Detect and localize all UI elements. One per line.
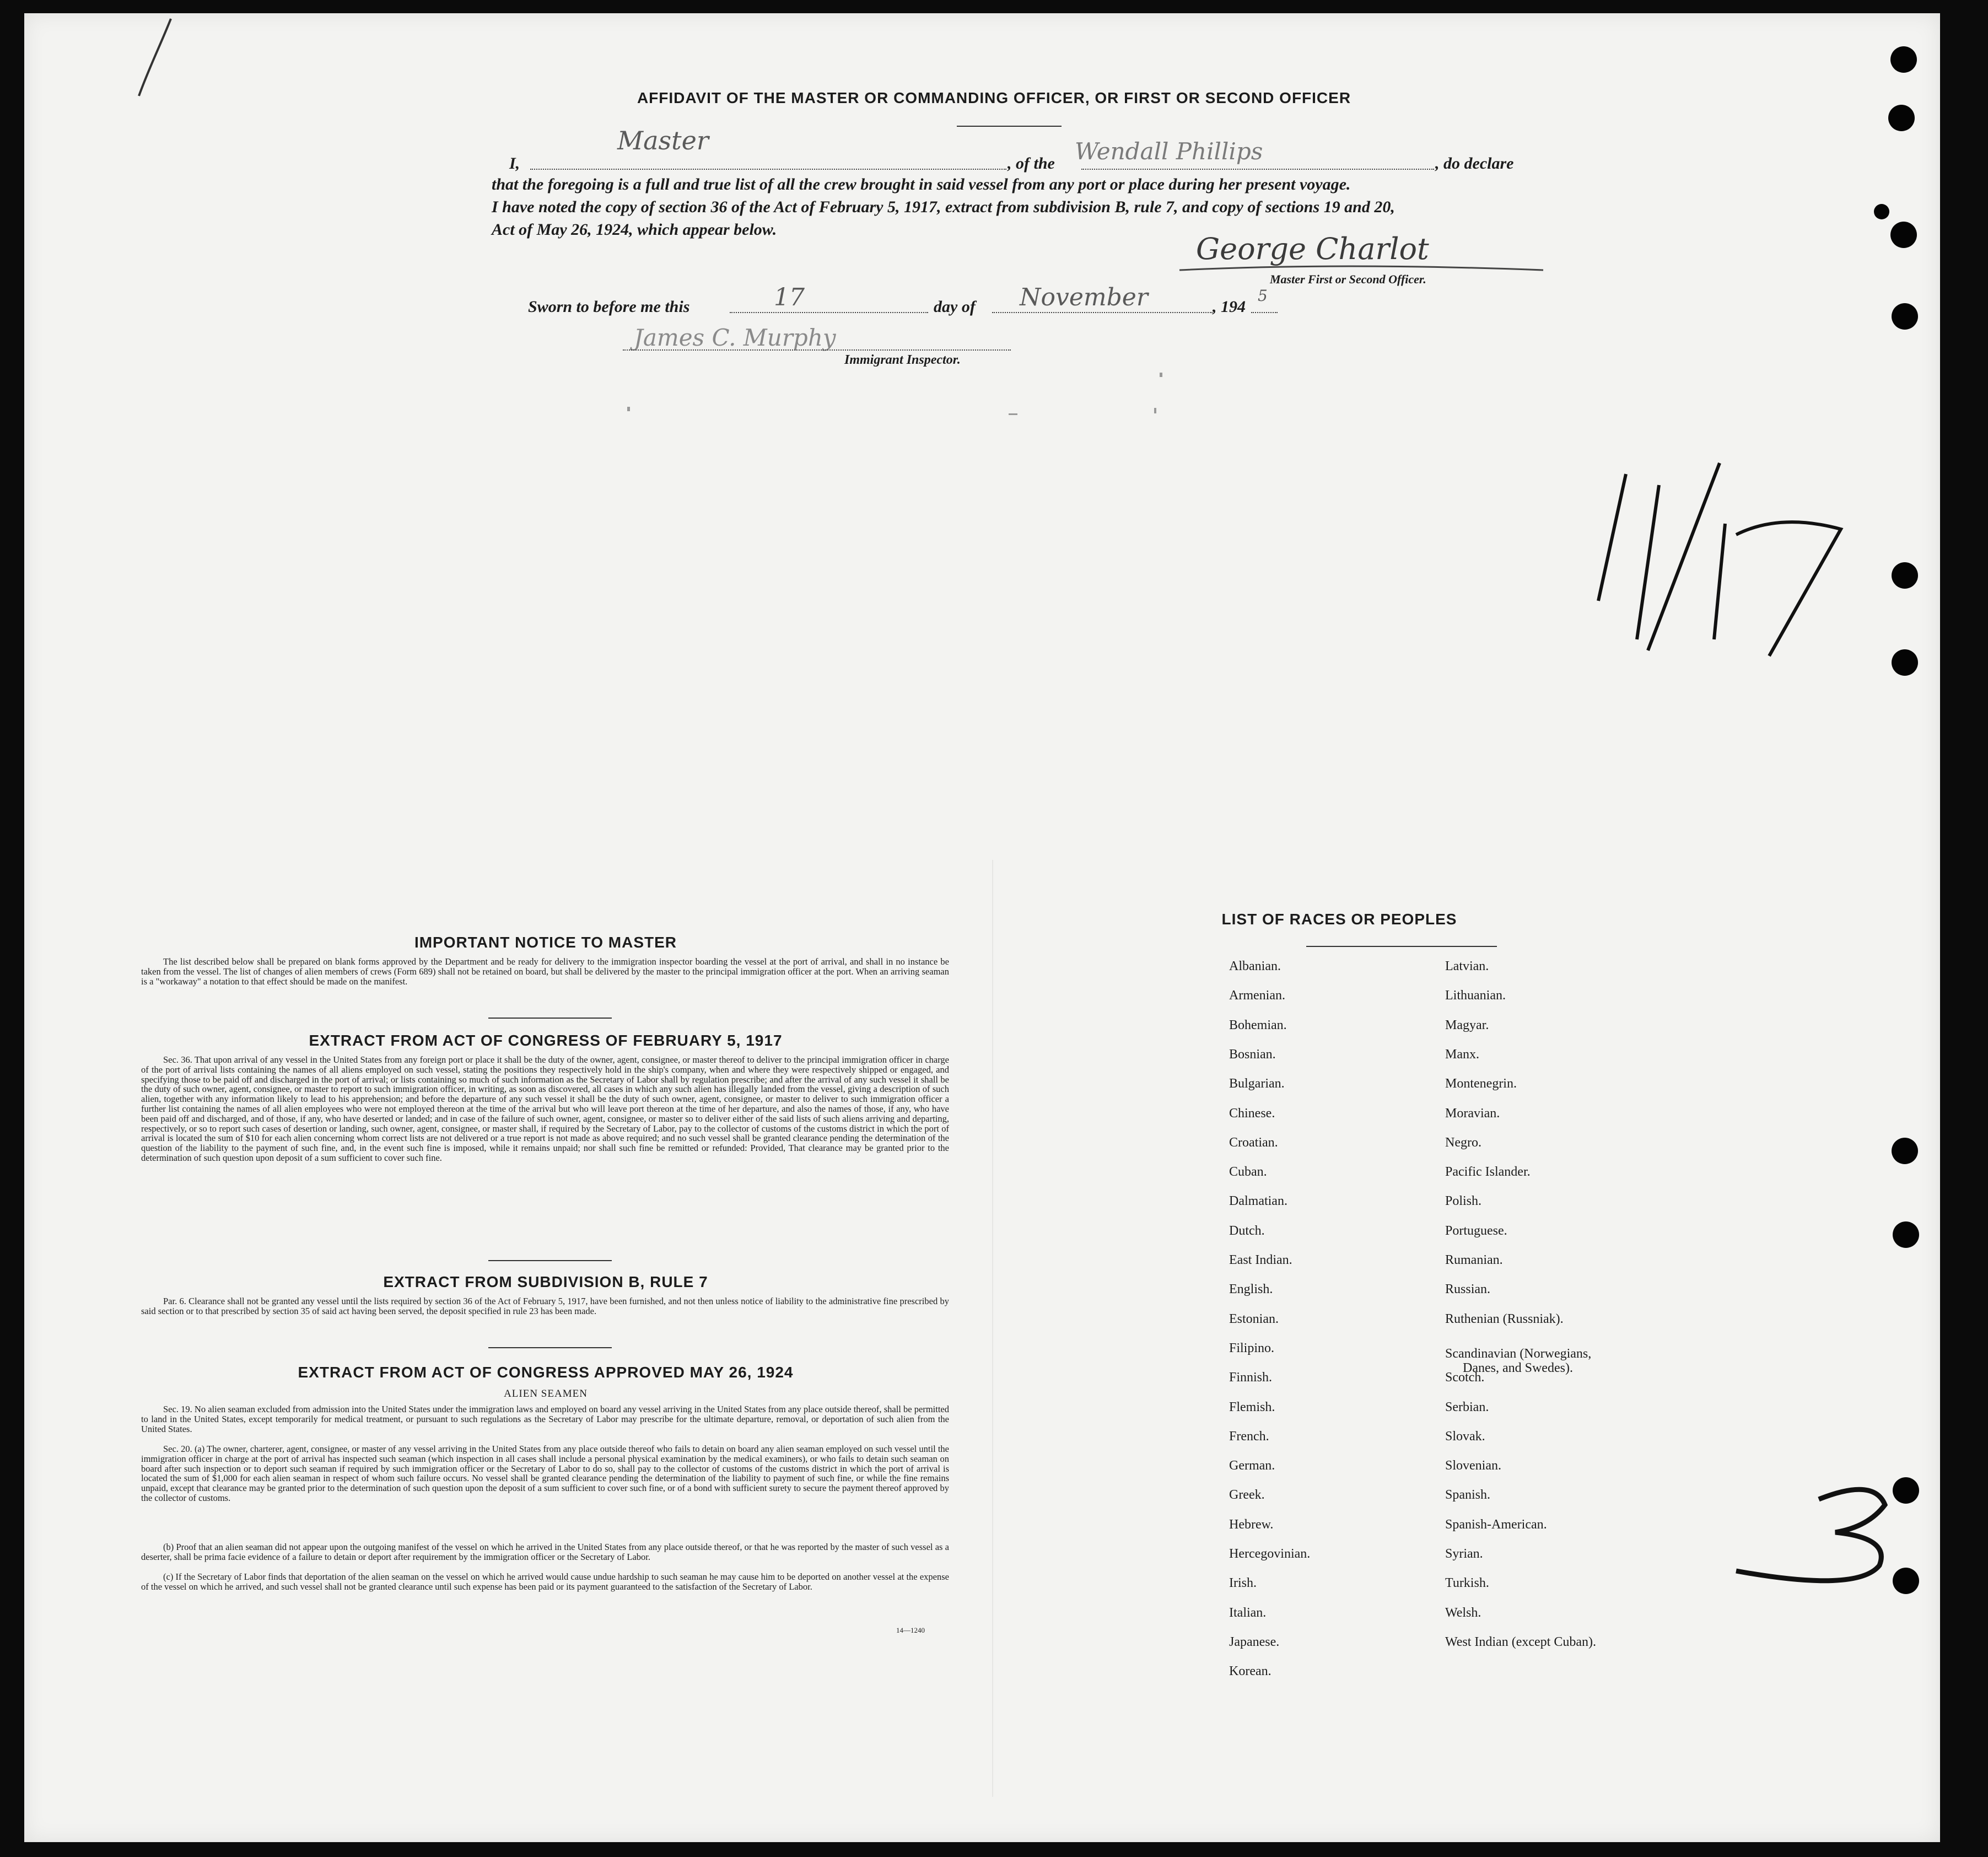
race-item: Spanish-American. xyxy=(1445,1517,1547,1532)
extract-1917-title: EXTRACT FROM ACT OF CONGRESS OF FEBRUARY 5, 1917 xyxy=(309,1032,783,1049)
stray-mark xyxy=(1160,373,1162,377)
race-item: Spanish. xyxy=(1445,1488,1491,1503)
races-title: LIST OF RACES OR PEOPLES xyxy=(1221,911,1457,928)
year-blank xyxy=(1251,312,1278,313)
race-item: Portuguese. xyxy=(1445,1223,1507,1238)
race-item: Slovenian. xyxy=(1445,1458,1501,1473)
stray-mark xyxy=(1154,408,1156,413)
race-item: Serbian. xyxy=(1445,1400,1489,1414)
extract-1917-body: Sec. 36. That upon arrival of any vessel in the United States from any foreign port or place it shall be the duty of the owner, agent, consignee, or master thereof to deliver to the principal immigration officer in charge of the port of arrival lists containing the names of all aliens employed on such vessel, stating the positions they respectively hold in the ship's company, when and where they were respectively shipped or engaged, and specifying those to be paid off and discharged in the port of arrival; or lists containing so much of such information as the Secretary of Labor shall by regulation prescribe; and after the arrival of any such vessel it shall be the duty of such owner, agent, consignee, or master to report to such immigration officer, in writing, as soon as discovered, all cases in which any such alien has illegally landed from the vessel, giving a description of such alien, together with any information likely to lead to his apprehension; and before the departure of any such vessel it shall be the duty of such owner, agent, consignee, or master to deliver to such immigration officer a further list containing the names of all alien employees who were not employed thereon at the time of the arrival but who will leave port thereon at the time of her departure, and also the names of those, if any, who have been paid off and discharged, and of those, if any, who have deserted or landed; and in case of the failure of such owner, agent, consignee, or master so to deliver either of the said lists of such aliens arriving and departing, respectively, or so to report such cases of desertion or landing, such owner, agent, consignee, or master shall, if required by the Secretary of Labor, pay to the collector of customs of the customs district in which the port of arrival is located the sum of $10 for each alien concerning whom correct lists are not delivered or a true report is not made as above required; and no such vessel shall be granted clearance pending the determination of the question of the liability to the payment of such fine, and, in the event such fine is imposed, while it remains unpaid; nor shall such fine be remitted or refunded: Provided, That clearance may be granted prior to the determination of such question upon deposit of a sum sufficient to cover such fine. xyxy=(141,1054,949,1163)
race-item: Russian. xyxy=(1445,1282,1491,1297)
race-item: German. xyxy=(1229,1458,1275,1473)
race-item: Filipino. xyxy=(1229,1341,1275,1355)
race-item: Moravian. xyxy=(1445,1106,1500,1121)
race-item: Albanian. xyxy=(1229,959,1281,973)
sec20b-body: (b) Proof that an alien seaman did not appear upon the outgoing manifest of the vessel on which he arrived in the United States from any place outside thereof, or that he was reported by the master of such vessel as a deserter, shall be prima facie evidence of a failure to detain or deport after requirement by the immigration officer or the Secretary of Labor. xyxy=(141,1542,949,1562)
race-item: French. xyxy=(1229,1429,1269,1444)
punch-hole xyxy=(1892,562,1918,589)
race-item: Syrian. xyxy=(1445,1547,1483,1561)
sec20a-body: Sec. 20. (a) The owner, charterer, agent, consignee, or master of any vessel arriving in the United States from any place outside thereof who fails to detain on board any alien seaman employed on such vessel until the immigration officer in charge at the port of arrival has inspected such seaman (which inspection in all cases shall include a personal physical examination by the medical examiners), or who fails to detain such seaman on board after such inspection or to deport such seaman if required by such immigration officer or the Secretary of Labor to do so, shall pay to the collector of customs of the customs district in which the port of arrival is located the sum of $1,000 for each alien seaman in respect of whom such failure occurs. No vessel shall be granted clearance pending the determination of the liability to payment of such fine, or while the fine remains unpaid, except that clearance may be granted prior to the determination of such question upon the deposit of a sum sufficient to cover such fine, or of a bond with sufficient surety to secure the payment thereof approved by the collector of customs. xyxy=(141,1444,949,1503)
month-blank xyxy=(992,312,1213,313)
handwritten-rank: Master xyxy=(617,126,709,155)
race-item: Lithuanian. xyxy=(1445,988,1506,1003)
race-item: Pacific Islander. xyxy=(1445,1165,1531,1180)
sworn-prefix: Sworn to before me this xyxy=(528,298,690,316)
notice-title: IMPORTANT NOTICE TO MASTER xyxy=(414,934,677,951)
race-item: Slovak. xyxy=(1445,1429,1485,1444)
race-item: Bulgarian. xyxy=(1229,1076,1285,1091)
document-page xyxy=(24,13,1940,1842)
punch-hole xyxy=(1890,222,1917,248)
affidavit-line1-of: , of the xyxy=(1008,154,1055,173)
affidavit-line1-suffix: , do declare xyxy=(1435,154,1514,173)
race-item: Chinese. xyxy=(1229,1106,1275,1121)
race-item: Magyar. xyxy=(1445,1018,1489,1032)
corner-pencil-mark xyxy=(105,13,193,101)
race-item: Finnish. xyxy=(1229,1370,1273,1385)
section-rule xyxy=(488,1260,612,1261)
race-item: Scandinavian (Norwegians, xyxy=(1445,1346,1592,1361)
handwritten-date-note xyxy=(1587,457,1852,667)
race-item: Croatian. xyxy=(1229,1135,1278,1150)
race-item: Danes, and Swedes). xyxy=(1463,1360,1573,1375)
vessel-blank xyxy=(1081,169,1434,170)
stray-mark xyxy=(1009,413,1017,415)
races-title-rule xyxy=(1306,946,1497,947)
inspector-caption: Immigrant Inspector. xyxy=(844,353,961,367)
race-item: Korean. xyxy=(1229,1664,1272,1679)
section-rule xyxy=(488,1347,612,1348)
inspector-blank xyxy=(623,349,1011,351)
race-item: Montenegrin. xyxy=(1445,1076,1517,1091)
race-item: Estonian. xyxy=(1229,1311,1279,1326)
page-fold xyxy=(992,860,993,1797)
rank-blank xyxy=(530,169,1006,170)
race-item: Hebrew. xyxy=(1229,1517,1274,1532)
punch-hole xyxy=(1893,1221,1919,1248)
race-item: Armenian. xyxy=(1229,988,1285,1003)
race-item: Polish. xyxy=(1445,1194,1482,1209)
punch-hole xyxy=(1892,303,1918,330)
handwritten-year: 5 xyxy=(1258,287,1268,305)
race-item: Greek. xyxy=(1229,1488,1265,1503)
race-item: Welsh. xyxy=(1445,1605,1481,1620)
inspector-signature: James C. Murphy xyxy=(634,324,836,351)
punch-hole xyxy=(1892,649,1918,676)
affidavit-title: AFFIDAVIT OF THE MASTER OR COMMANDING OFFICER, OR FIRST OR SECOND OFFICER xyxy=(637,89,1351,106)
race-item: Italian. xyxy=(1229,1605,1267,1620)
race-item: West Indian (except Cuban). xyxy=(1445,1634,1596,1649)
affidavit-line1-prefix: I, xyxy=(509,154,520,173)
race-item: Turkish. xyxy=(1445,1576,1489,1591)
day-of-label: day of xyxy=(934,298,976,316)
race-item: Bosnian. xyxy=(1229,1047,1276,1062)
race-item: Ruthenian (Russniak). xyxy=(1445,1311,1564,1326)
race-item: Japanese. xyxy=(1229,1634,1280,1649)
race-item: Irish. xyxy=(1229,1576,1257,1591)
race-item: Negro. xyxy=(1445,1135,1481,1150)
race-item: East Indian. xyxy=(1229,1253,1292,1267)
race-item: Flemish. xyxy=(1229,1400,1275,1414)
race-item: English. xyxy=(1229,1282,1273,1297)
race-item: Rumanian. xyxy=(1445,1253,1503,1267)
handwritten-vessel: Wendall Phillips xyxy=(1075,138,1263,165)
race-item: Hercegovinian. xyxy=(1229,1547,1311,1561)
notice-body: The list described below shall be prepared on blank forms approved by the Department and be ready for delivery to the immigration inspector boarding the vessel at the port of arrival, and shall in no instance be taken from the vessel. The list of changes of alien members of crews (Form 689) shall not be retained on board, but shall be delivered by the master to the principal immigration officer at the port. When an arriving seaman is a "workaway" a notation to that effect should be made on the manifest. xyxy=(141,956,949,987)
handwritten-page-number xyxy=(1725,1483,1901,1593)
signature-caption: Master First or Second Officer. xyxy=(1270,272,1426,286)
rule7-body: Par. 6. Clearance shall not be granted any vessel until the lists required by section 36 of the Act of February 5, 1917, have been furnished, and not then unless notice of liability to the administrative fine prescribed by said section or to that prescribed by section 35 of said act having been served, the deposit specified in rule 23 has been made. xyxy=(141,1296,949,1316)
affidavit-line3: I have noted the copy of section 36 of the Act of February 5, 1917, extract from subdivision B, rule 7, and copy of sections 19 and 20, xyxy=(492,198,1395,216)
master-signature: George Charlot xyxy=(1196,232,1429,266)
section-rule xyxy=(488,1018,612,1019)
race-item: Cuban. xyxy=(1229,1165,1267,1180)
race-item: Dalmatian. xyxy=(1229,1194,1287,1209)
extract-1924-title: EXTRACT FROM ACT OF CONGRESS APPROVED MAY 26, 1924 xyxy=(298,1364,794,1381)
year-prefix: , 194 xyxy=(1213,298,1246,316)
punch-hole xyxy=(1892,1138,1918,1164)
sec20c-body: (c) If the Secretary of Labor finds that deportation of the alien seaman on the vessel on which he arrived would cause undue hardship to such seaman he may cause him to be deported on another vessel at the expense of the vessel on which he arrived, and such vessel shall not be granted clearance until such expense has been paid or its payment guaranteed to the satisfaction of the Secretary of Labor. xyxy=(141,1571,949,1592)
sec19-body: Sec. 19. No alien seaman excluded from admission into the United States under the immigration laws and employed on board any vessel arriving in the United States from any place outside thereof, shall be permitted to land in the United States, except temporarily for medical treatment, or pursuant to such regulations as the Secretary of Labor may prescribe for the ultimate departure, removal, or deportation of such alien from the United States. xyxy=(141,1404,949,1434)
punch-hole xyxy=(1888,105,1915,131)
race-item: Bohemian. xyxy=(1229,1018,1287,1032)
race-item: Scotch. xyxy=(1445,1370,1485,1385)
stray-mark xyxy=(627,407,630,411)
punch-hole xyxy=(1874,204,1889,219)
title-rule xyxy=(957,126,1062,127)
alien-seamen-subtitle: ALIEN SEAMEN xyxy=(504,1388,588,1400)
affidavit-line2: that the foregoing is a full and true list of all the crew brought in said vessel from any port or place during her present voyage. xyxy=(492,175,1351,193)
handwritten-day: 17 xyxy=(774,283,805,311)
day-blank xyxy=(730,312,928,313)
rule7-title: EXTRACT FROM SUBDIVISION B, RULE 7 xyxy=(383,1273,708,1290)
form-number: 14—1240 xyxy=(896,1626,925,1634)
race-item: Latvian. xyxy=(1445,959,1489,973)
punch-hole xyxy=(1890,46,1917,73)
race-item: Manx. xyxy=(1445,1047,1479,1062)
race-item: Dutch. xyxy=(1229,1223,1265,1238)
handwritten-month: November xyxy=(1020,283,1148,311)
affidavit-line4: Act of May 26, 1924, which appear below. xyxy=(492,220,777,239)
